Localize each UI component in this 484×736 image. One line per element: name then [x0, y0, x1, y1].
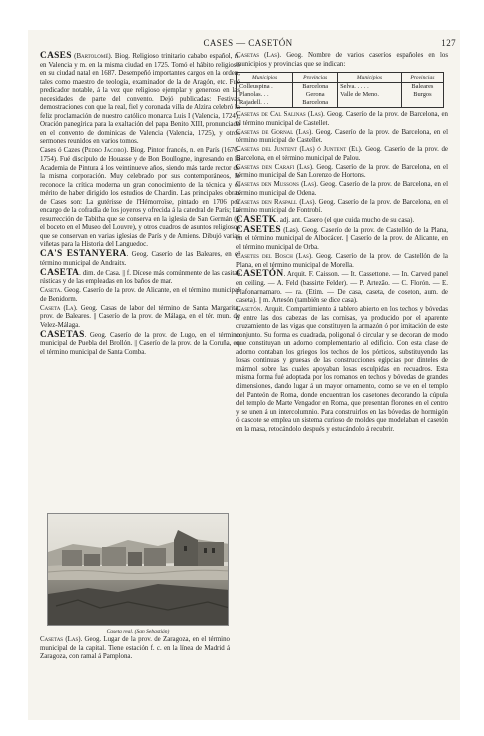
entry-prefix: . [84, 331, 90, 339]
table-cell: Valle de Meno. [338, 91, 402, 99]
entry-caseta [40, 269, 240, 287]
entry-text: Arquit. Compartimiento á tablero abierto en los techos y bóvedas ó entre las dos cabezas de las cornisas, ya producido por el aparente cruzamiento de las vigas que constituyen la armazón ó por imitación de este conjunto. Su forma es cuadrada, poligonal ó circular y se decoran de modo que constituyan un adorno complementario al edificio. Con esta clase de adorno contaban los griegos los techos de los pórticos, substituyendo las losas continuas y gruesas de las construcciones egipcias por dinteles de mármol sobre las cuales apoyaban losas esculpidas en recuadros. Esta misma forma fué adoptada por los romanos en techos y bóvedas de grandes dimensiones, dando lugar á un mayor ornamento, como se ve en el templo del Panteón de Roma, donde encuentran los casetones decorando la cúpula del templo de Marte Vengador en Roma, que presentan florones en el centro y se unen á un intercolumnio. Para construirlos en las bóvedas de hormigón ó cascote se emplea un sistema curioso de moldes que modelaban el casetón en la masa, retocándolo después y estucándolo á recubrir. [236, 306, 448, 433]
column-header: Provincias [293, 73, 338, 83]
header-title: CASES — CASETÓN [203, 38, 293, 48]
entry-smallcaps: Bartolomé [76, 53, 109, 60]
entry-cases-bartolome [40, 52, 240, 147]
column-header: Municipios [338, 73, 402, 83]
headword: CASES [40, 51, 72, 61]
entry-text: dim. de Casa. || f. Dícese más comúnmente de las casitas rústicas y de las empleadas en los baños de mar. [40, 269, 240, 286]
entry-prefix: . [126, 251, 132, 259]
table-cell: Burgos [401, 91, 443, 99]
column-header: Provincias [401, 73, 443, 83]
table-row [237, 83, 444, 92]
entry-cas-estanyera [40, 250, 240, 268]
entry-prefix: Caseta (La). [40, 304, 81, 312]
table-cell: Planolas. . . [237, 91, 293, 99]
entry-raspall [236, 199, 448, 216]
entry-caseta-la [40, 305, 240, 331]
left-column [40, 52, 240, 358]
entry-text: Geog. Lugar de la prov. de Zaragoza, en el término municipal de la capital. Tiene estación f. c. en la línea de Madrid á Zaragoza, con ramal á Pamplona. [40, 636, 230, 661]
headword: CASETÓN [236, 269, 284, 280]
entry-prefix: Caseta. [40, 287, 65, 295]
entry-text: adj. ant. Casero (el que cuida mucho de su casa). [279, 217, 415, 224]
table-header-row [237, 73, 444, 83]
entry-text: Biog. Religioso trinitario cababo español, n. en Valencia y m. en la misma ciudad en 1725. Tomó el hábito religioso en su ciudad natal en 1687. Desempeñó importantes cargos en la orden, tales como maestro de teología, examinador de la de Aragón, etc. Fué predicador notable, á la vez que religioso ejemplar y generoso en las necesidades de parte del convento. Dejó publicadas: Festivas demostraciones con que la real, fiel y coronada villa de Alzira celebró la feliz proclamación de nuestro católico monarca Luis I (Valencia, 1724); Oración panegírica para la exaltación del papa Benito XIII, pronunciada en el convento de dominicas de Valencia (Valencia, 1725), y otros sermones reunidos en varios tomos. [40, 53, 240, 146]
entry-carafi [236, 164, 448, 181]
entry-text: Geog. Caserío de la prov. de Castellón de la Plana, en el término municipal de Morella. [236, 252, 448, 269]
entry-prefix: Casetas de Cal Salinas (Las). [236, 111, 327, 119]
table-cell: Baleares [401, 83, 443, 92]
entry-casetes [236, 226, 448, 253]
entry-casetas [40, 331, 240, 358]
page-number: 127 [441, 38, 456, 48]
entry-text: Geog. Casas de labor del término de Santa Margarita, prov. de Baleares. || Caserío de la prov. de Málaga, en el tér. mun. de Velez-Málaga. [40, 304, 241, 329]
entry-text: Geog. Caserío de la prov. de Barcelona, en el término municipal de San Lorenzo de Hortons. [236, 163, 448, 180]
entry-prefix: Casetes del Bosch (Las). [236, 252, 316, 260]
entry-text: Geog. Caserío de la prov. de Castellón de la Plana, en el término municipal de Albocácer. || Caserío de la prov. de Alicante, en el término municipal de Orba. [236, 226, 448, 252]
table-cell: Colleuspina . [237, 83, 293, 92]
table-cell: Barcelona [293, 83, 338, 92]
bottom-left-entry [40, 636, 230, 662]
entry-text: Biog. Pintor francés, n. en París (1676-1754). Fué discípulo de Houasse y de Bon Boullogne, ingresando en la Academia de Pintura á los veintinueve años, siendo más tarde rector de la misma corporación. Muy celebrado por sus contemporáneos, le reconoce la crítica moderna un gran conocimiento de la técnica y el mérito de haber dirigido los estudios de Chardin. Las principales obras de Cases son: La gutérisse de l'Hémorroïse, pintado en 1706 por encargo de la cofradía de los joyeros y ofrecida á la catedral de París; La resurrección de Tabitha que se conserva en la iglesia de San Germán (y el boceto en el Museo del Louvre), y otros cuadros de asuntos religiosos que se conservan en varias iglesias de París y de Amiens. Dibujó varias viñetas para la Historia del Languedoc. [40, 147, 240, 249]
headword: CASETES [236, 224, 281, 235]
table-row [237, 91, 444, 99]
entry-text: Arquit. F. Caisson. — It. Cassettone. — In. Carved panel en ceiling. — A. Feld (bassirte Felder). — P. Artezão. — C. Florón. — E. Plafonarnamaro. — ra. (Etim. — De casa, caseta, de coseton, aum. de caseta). || m. Artesón (también se dice casa). [236, 271, 448, 305]
entry-prefix: . [276, 217, 280, 224]
entry-prefix: Casetas del Juntent (Las) ó Juntent (El). [236, 146, 366, 154]
entry-caseton-arquit [236, 306, 448, 434]
entry-suffix: ). [124, 147, 131, 155]
entry-text: Geog. Caserío de la prov. de Barcelona, en el término municipal de Palou. [236, 146, 448, 162]
table-cell [338, 99, 402, 108]
table-cell: Selva. . . . . [338, 83, 402, 92]
entry-prefix: Casetón. [236, 306, 265, 314]
entry-prefix: ( [71, 53, 77, 60]
entry-prefix: Cases ó Cazes ( [40, 147, 85, 155]
entry-prefix: Casetas de Gornal (Las). [236, 128, 316, 136]
entry-caseta-geog [40, 287, 240, 304]
entry-smallcaps: Pedro Jacobo [84, 147, 125, 155]
photograph-image [48, 514, 229, 626]
entry-casetes-bosch [236, 253, 448, 270]
table-cell [401, 99, 443, 108]
photograph-caseta-real [47, 513, 229, 626]
column-header: Municipios [237, 73, 293, 83]
table-cell: Rajadell. . . [237, 99, 293, 108]
entry-suffix: ). [108, 53, 115, 60]
entry-prefix: Casetas den Raspall (Las). [236, 198, 319, 206]
entry-text: Geog. Caserío de la prov. de Barcelona, en el término municipal de Odena. [236, 181, 449, 197]
photo-caption: Caseta real. (San Sebastián) [106, 629, 170, 635]
entry-text: Geog. Nombre de varios caseríos españoles en los municipios y provincias que se indican: [236, 52, 448, 68]
headword: CASETAS [40, 329, 85, 340]
entry-cal-salinas [236, 111, 448, 128]
entry-mussons [236, 181, 448, 198]
entry-prefix: Casetas (Las). [40, 636, 85, 643]
entry-prefix: . [79, 269, 83, 277]
table-cell: Barcelona [293, 99, 338, 108]
table-row [237, 99, 444, 108]
entry-prefix: Casetas (Las). [236, 52, 287, 59]
headword: CASETK [236, 215, 277, 225]
table-cell: Gerona [293, 91, 338, 99]
entry-gornal [236, 129, 448, 146]
entry-text: Geog. Caserío de la prov. de Lugo, en el término municipal de Puebla del Brollón. || Caserío de la prov. de la Coruña, en el término municipal de Santa Comba. [40, 331, 240, 356]
entry-casetas-las [236, 52, 448, 69]
entry-prefix: . [283, 271, 287, 279]
entry-text: Geog. Caserío de las Baleares, en el término municipal de Andraitx. [40, 251, 240, 267]
entry-text: Geog. Caserío de la prov. de Barcelona, en el término municipal de Castellet. [236, 128, 448, 145]
headword: CASETA [40, 267, 80, 278]
entry-juntent [236, 146, 448, 163]
entry-text: Geog. Caserío de la prov. de Barcelona, en el término municipal de Castellet. [236, 111, 448, 127]
entry-caseton [236, 270, 448, 305]
running-header [40, 38, 456, 50]
entry-prefix: (Las). [280, 226, 302, 234]
municipios-table [236, 72, 444, 108]
entry-cases-pedro [40, 147, 240, 250]
entry-text: Geog. Caserío de la prov. de Barcelona, en el término municipal de Fontrobí. [236, 198, 448, 215]
entry-casetas-zaragoza [40, 636, 230, 662]
entry-prefix: Casetas den Carafi (Las). [236, 163, 317, 171]
entry-prefix: Casetas den Mussons (Las). [236, 181, 321, 189]
headword: CA'S ESTANYERA [40, 249, 127, 260]
entry-text: Geog. Caserío de la prov. de Alicante, en el término municipal de Benidorm. [40, 287, 240, 303]
right-column [236, 52, 448, 435]
